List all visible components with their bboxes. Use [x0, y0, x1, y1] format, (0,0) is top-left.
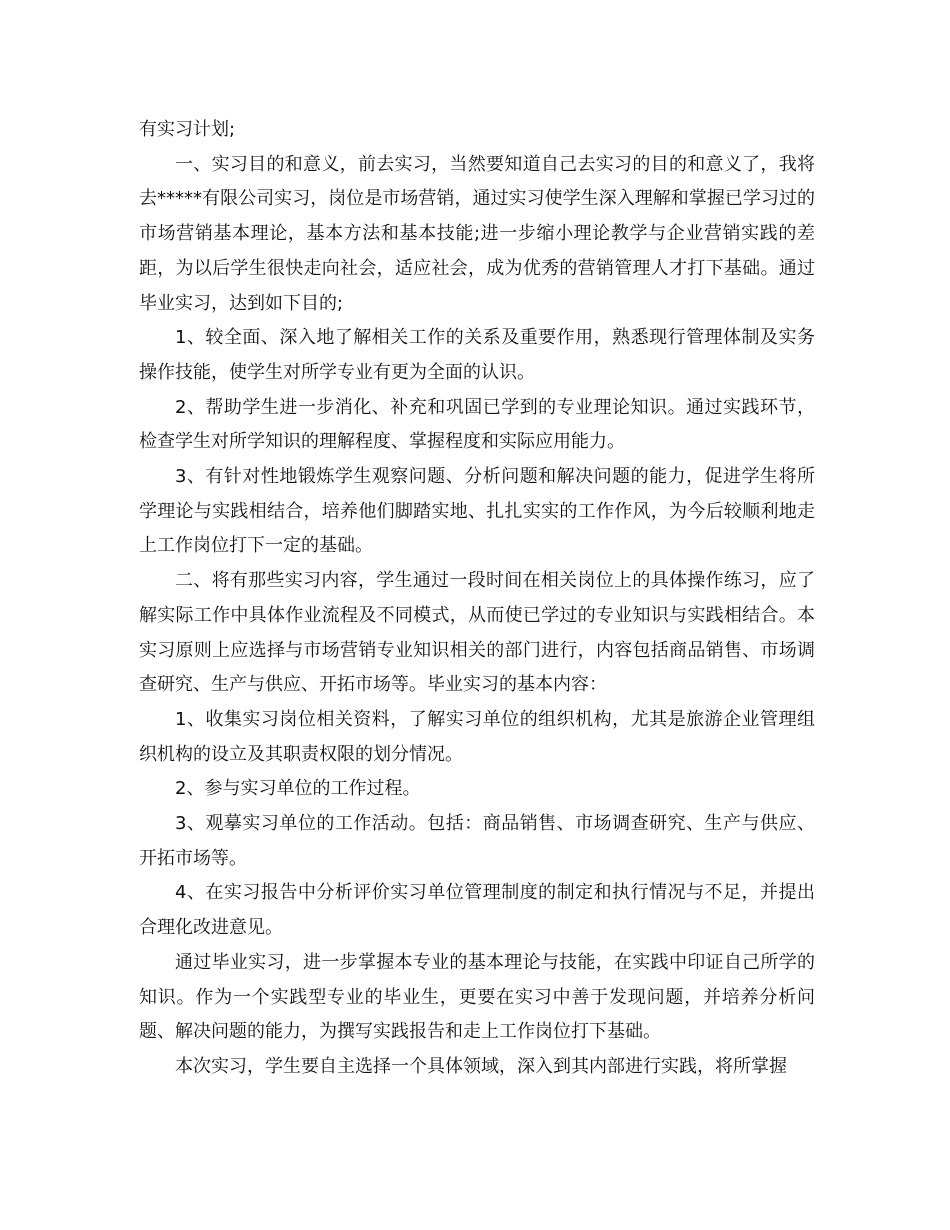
- paragraph-content-item-1: 1、收集实习岗位相关资料，了解实习单位的组织机构，尤其是旅游企业管理组织机构的设立及其职责权限的划分情况。: [139, 708, 815, 765]
- paragraph-intro: 有实习计划;: [139, 119, 236, 140]
- paragraph-purpose-item-1: 1、较全面、深入地了解相关工作的关系及重要作用，熟悉现行管理体制及实务操作技能，使学生对所学专业有更为全面的认识。: [139, 327, 815, 383]
- paragraph-summary: 通过毕业实习，进一步掌握本专业的基本理论与技能，在实践中印证自己所学的知识。作为一个实践型专业的毕业生，更要在实习中善于发现问题，并培养分析问题、解决问题的能力，为撰写实践报告和走上工作岗位打下基础。: [139, 951, 815, 1043]
- paragraph-closing: 本次实习，学生要自主选择一个具体领域，深入到其内部进行实践，将所掌握: [175, 1055, 787, 1077]
- paragraph-purpose: 一、实习目的和意义，前去实习，当然要知道自己去实习的目的和意义了，我将去*****有限公司实习，岗位是市场营销，通过实习使学生深入理解和掌握已学习过的市场营销基本理论，基本方法和基本技能;进一步缩小理论教学与企业营销实践的差距，为以后学生很快走向社会，适应社会，成为优秀的营销管理人才打下基础。通过毕业实习，达到如下目的;: [139, 153, 815, 314]
- paragraph-content: 二、将有那些实习内容，学生通过一段时间在相关岗位上的具体操作练习，应了解实际工作中具体作业流程及不同模式，从而使已学过的专业知识与实践相结合。本实习原则上应选择与市场营销专业知识相关的部门进行，内容包括商品销售、市场调查研究、生产与供应、开拓市场等。毕业实习的基本内容：: [139, 570, 815, 696]
- document-body: [139, 113, 815, 1085]
- paragraph-content-item-3: 3、观摹实习单位的工作活动。包括：商品销售、市场调查研究、生产与供应、开拓市场等。: [139, 813, 815, 869]
- paragraph-purpose-item-3: 3、有针对性地锻炼学生观察问题、分析问题和解决问题的能力，促进学生将所学理论与实践相结合，培养他们脚踏实地、扎扎实实的工作作风，为今后较顺利地走上工作岗位打下一定的基础。: [139, 466, 815, 557]
- paragraph-purpose-item-2: 2、帮助学生进一步消化、补充和巩固已学到的专业理论知识。通过实践环节，检查学生对所学知识的理解程度、掌握程度和实际应用能力。: [139, 396, 815, 453]
- paragraph-content-item-4: 4、在实习报告中分析评价实习单位管理制度的制定和执行情况与不足，并提出合理化改进意见。: [139, 882, 815, 939]
- paragraph-content-item-2: 2、参与实习单位的工作过程。: [175, 778, 421, 800]
